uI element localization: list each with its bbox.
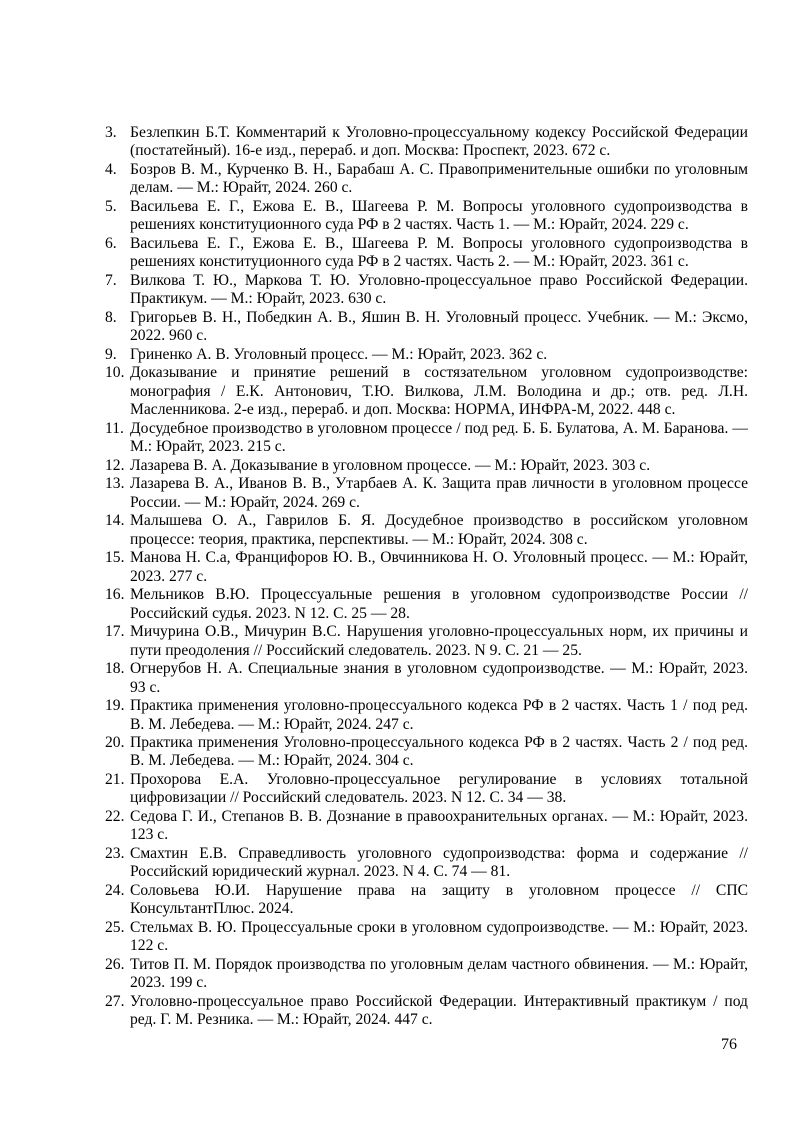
reference-number: 25. bbox=[105, 918, 125, 936]
reference-text: Стельмах В. Ю. Процессуальные сроки в уголовном судопроизводстве. — М.: Юрайт, 2023. 122 с. bbox=[130, 918, 748, 955]
reference-text: Смахтин Е.В. Справедливость уголовного судопроизводства: форма и содержание // Российский юридический журнал. 2023. N 4. С. 74 — 81. bbox=[130, 844, 748, 881]
reference-list bbox=[105, 124, 748, 1030]
reference-text: Гриненко А. В. Уголовный процесс. — М.: Юрайт, 2023. 362 с. bbox=[130, 345, 548, 363]
reference-item bbox=[105, 161, 748, 198]
page-number: 76 bbox=[721, 1036, 737, 1053]
reference-number: 21. bbox=[105, 770, 125, 788]
reference-text: Мельников В.Ю. Процессуальные решения в уголовном судопроизводстве России // Российский судья. 2023. N 12. С. 25 — 28. bbox=[130, 586, 748, 622]
reference-item bbox=[105, 420, 748, 457]
reference-item bbox=[105, 734, 748, 771]
reference-item bbox=[105, 808, 748, 845]
reference-text: Лазарева В. А., Иванов В. В., Утарбаев А. К. Защита прав личности в уголовном процессе России. — М.: Юрайт, 2024. 269 с. bbox=[130, 475, 748, 511]
reference-text: Практика применения уголовно-процессуального кодекса РФ в 2 частях. Часть 1 / под ред. В. М. Лебедева. — М.: Юрайт, 2024. 247 с. bbox=[130, 697, 748, 733]
reference-item bbox=[105, 993, 748, 1030]
reference-text: Малышева О. А., Гаврилов Б. Я. Досудебное производство в российском уголовном процессе: теория, практика, перспективы. — М.: Юрайт, 2024. 308 с. bbox=[130, 512, 748, 548]
document-page bbox=[105, 124, 748, 1030]
reference-number: 7. bbox=[105, 271, 117, 289]
reference-number: 6. bbox=[105, 234, 117, 252]
reference-text: Титов П. М. Порядок производства по уголовным делам частного обвинения. — М.: Юрайт, 2023. 199 с. bbox=[130, 955, 748, 992]
reference-text: Манова Н. С.а, Францифоров Ю. В., Овчинникова Н. О. Уголовный процесс. — М.: Юрайт, 2023. 277 с. bbox=[130, 549, 748, 585]
reference-number: 14. bbox=[105, 512, 125, 530]
reference-number: 26. bbox=[105, 955, 125, 973]
reference-number: 11. bbox=[105, 419, 124, 437]
reference-item bbox=[105, 364, 748, 419]
reference-item bbox=[105, 882, 748, 919]
reference-number: 13. bbox=[105, 475, 125, 493]
reference-number: 4. bbox=[105, 160, 117, 178]
reference-item bbox=[105, 771, 748, 808]
reference-text: Досудебное производство в уголовном процессе / под ред. Б. Б. Булатова, А. М. Баранова. — М.: Юрайт, 2023. 215 с. bbox=[130, 419, 748, 456]
reference-number: 18. bbox=[105, 660, 125, 678]
reference-text: Соловьева Ю.И. Нарушение права на защиту в уголовном процессе // СПС КонсультантПлюс. 2024. bbox=[130, 881, 748, 918]
reference-item bbox=[105, 235, 748, 272]
reference-item bbox=[105, 309, 748, 346]
reference-text: Доказывание и принятие решений в состязательном уголовном судопроизводстве: монография / Е.К. Антонович, Т.Ю. Вилкова, Л.М. Володина и др.; отв. ред. Л.Н. Масленникова. 2-е изд., перераб. и доп. Москва: НОРМА, ИНФРА-М, 2022. 448 с. bbox=[130, 364, 748, 419]
reference-number: 20. bbox=[105, 733, 125, 751]
reference-number: 3. bbox=[105, 124, 117, 141]
reference-number: 8. bbox=[105, 308, 117, 326]
reference-number: 17. bbox=[105, 623, 125, 641]
reference-item bbox=[105, 956, 748, 993]
reference-text: Вилкова Т. Ю., Маркова Т. Ю. Уголовно-процессуальное право Российской Федерации. Практикум. — М.: Юрайт, 2023. 630 с. bbox=[130, 271, 748, 308]
reference-number: 16. bbox=[105, 586, 125, 604]
reference-text: Безлепкин Б.Т. Комментарий к Уголовно-процессуальному кодексу Российской Федерации (постатейный). 16-е изд., перераб. и доп. Москва: Проспект, 2023. 672 с. bbox=[130, 124, 748, 160]
reference-text: Практика применения Уголовно-процессуального кодекса РФ в 2 частях. Часть 2 / под ред. В. М. Лебедева. — М.: Юрайт, 2024. 304 с. bbox=[130, 733, 748, 770]
reference-text: Седова Г. И., Степанов В. В. Дознание в правоохранительных органах. — М.: Юрайт, 2023. 123 с. bbox=[130, 807, 748, 844]
reference-item bbox=[105, 623, 748, 660]
reference-item bbox=[105, 198, 748, 235]
reference-item bbox=[105, 919, 748, 956]
reference-number: 19. bbox=[105, 697, 125, 715]
reference-number: 15. bbox=[105, 549, 125, 567]
reference-number: 23. bbox=[105, 844, 125, 862]
reference-item bbox=[105, 586, 748, 623]
reference-number: 5. bbox=[105, 197, 117, 215]
reference-number: 10. bbox=[105, 364, 125, 382]
reference-item bbox=[105, 549, 748, 586]
reference-number: 12. bbox=[105, 456, 125, 474]
reference-text: Васильева Е. Г., Ежова Е. В., Шагеева Р. М. Вопросы уголовного судопроизводства в решениях конституционного суда РФ в 2 частях. Часть 1. — М.: Юрайт, 2024. 229 с. bbox=[130, 197, 748, 234]
reference-text: Григорьев В. Н., Победкин А. В., Яшин В. Н. Уголовный процесс. Учебник. — М.: Эксмо, 2022. 960 с. bbox=[130, 308, 748, 345]
reference-number: 27. bbox=[105, 992, 125, 1010]
reference-item bbox=[105, 475, 748, 512]
reference-number: 22. bbox=[105, 807, 125, 825]
reference-item bbox=[105, 346, 748, 364]
reference-item bbox=[105, 124, 748, 161]
reference-item bbox=[105, 845, 748, 882]
reference-text: Огнерубов Н. А. Специальные знания в уголовном судопроизводстве. — М.: Юрайт, 2023. 93 с. bbox=[130, 660, 748, 696]
reference-text: Мичурина О.В., Мичурин В.С. Нарушения уголовно-процессуальных норм, их причины и пути преодоления // Российский следователь. 2023. N 9. С. 21 — 25. bbox=[130, 623, 748, 659]
reference-text: Васильева Е. Г., Ежова Е. В., Шагеева Р. М. Вопросы уголовного судопроизводства в решениях конституционного суда РФ в 2 частях. Часть 2. — М.: Юрайт, 2023. 361 с. bbox=[130, 234, 748, 271]
reference-item bbox=[105, 272, 748, 309]
reference-number: 24. bbox=[105, 881, 125, 899]
reference-item bbox=[105, 660, 748, 697]
reference-text: Прохорова Е.А. Уголовно-процессуальное регулирование в условиях тотальной цифровизации // Российский следователь. 2023. N 12. С. 34 — 38. bbox=[130, 770, 748, 807]
reference-number: 9. bbox=[105, 345, 117, 363]
reference-text: Уголовно-процессуальное право Российской Федерации. Интерактивный практикум / под ред. Г. М. Резника. — М.: Юрайт, 2024. 447 с. bbox=[130, 992, 748, 1029]
reference-item bbox=[105, 697, 748, 734]
reference-item bbox=[105, 457, 748, 475]
reference-text: Бозров В. М., Курченко В. Н., Барабаш А. С. Правоприменительные ошибки по уголовным делам. — М.: Юрайт, 2024. 260 с. bbox=[130, 160, 748, 197]
reference-text: Лазарева В. А. Доказывание в уголовном процессе. — М.: Юрайт, 2023. 303 с. bbox=[130, 456, 651, 474]
reference-item bbox=[105, 512, 748, 549]
